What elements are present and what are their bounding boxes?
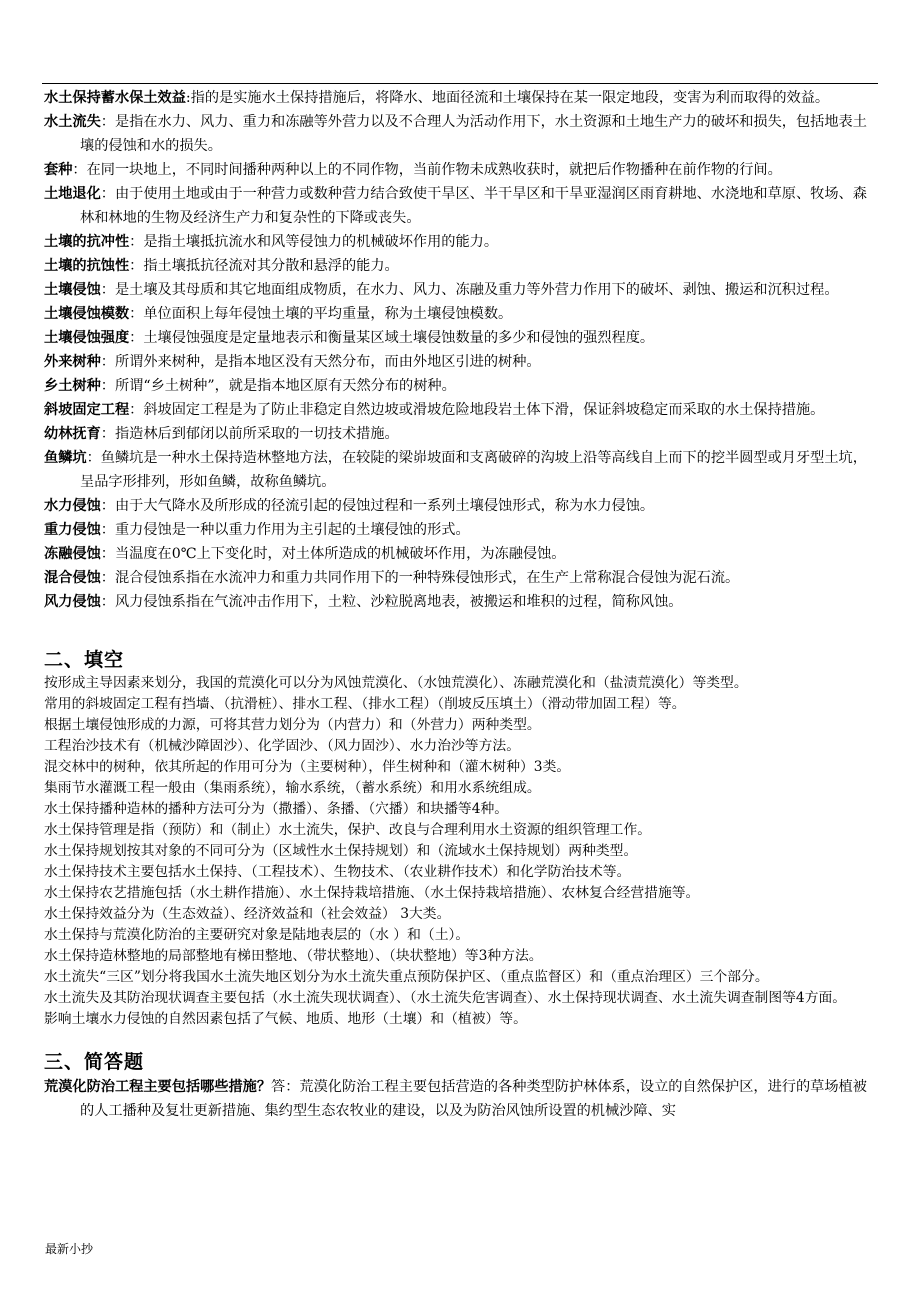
definitions-section [44,86,880,614]
answer-text: 答：荒漠化防治工程主要包括营造的各种类型防护林体系，设立的自然保护区，进行的草场植被的人工播种及复壮更新措施、集约型生态农牧业的建设，以及为防治风蚀所设置的机械沙障、实 [80,1079,867,1119]
list-item: 水土保持规划按其对象的不同可分为（区域性水土保持规划）和（流域水土保持规划）两种类型。 [44,843,638,859]
definition-item: 风力侵蚀：风力侵蚀系指在气流冲击作用下，土粒、沙粒脱离地表，被搬运和堆积的过程，简称风蚀。 [44,594,683,610]
list-item: 集雨节水灌溉工程一般由（集雨系统），输水系统，（蓄水系统）和用水系统组成。 [44,780,541,796]
definition-item: 冻融侵蚀：当温度在0℃上下变化时，对土体所造成的机械破坏作用，为冻融侵蚀。 [44,546,566,562]
definition-item: 土壤的抗冲性：是指土壤抵抗流水和风等侵蚀力的机械破坏作用的能力。 [44,234,499,250]
top-rule [42,83,878,84]
document-body [44,86,880,1123]
list-item: 水土保持造林整地的局部整地有梯田整地、（带状整地）、（块状整地）等3种方法。 [44,948,543,964]
page-footer: 最新小抄 [45,1242,94,1256]
definition-item: 水力侵蚀：由于大气降水及所形成的径流引起的侵蚀过程和一系列土壤侵蚀形式，称为水力侵蚀。 [44,498,655,514]
list-item: 水土保持农艺措施包括（水土耕作措施）、水土保持栽培措施、（水土保持栽培措施）、农林复合经营措施等。 [44,885,700,901]
list-item: 水土保持与荒漠化防治的主要研究对象是陆地表层的（水 ）和（土）。 [44,927,470,943]
list-item: 常用的斜坡固定工程有挡墙、（抗滑桩）、排水工程、（排水工程）（削坡反压填土）（滑动带加固工程）等。 [44,696,686,712]
list-item: 水土流失“三区”划分将我国水土流失地区划分为水土流失重点预防保护区、（重点监督区）和（重点治理区）三个部分。 [44,969,769,985]
definition-item: 外来树种：所谓外来树种，是指本地区没有天然分布，而由外地区引进的树种。 [44,354,541,370]
list-item: 根据土壤侵蚀形成的力源，可将其营力划分为（内营力）和（外营力）两种类型。 [44,717,541,733]
definition-item: 斜坡固定工程：斜坡固定工程是为了防止非稳定自然边坡或滑坡危险地段岩土体下滑，保证斜坡稳定而采取的水土保持措施。 [44,402,825,418]
list-item: 按形成主导因素来划分，我国的荒漠化可以分为风蚀荒漠化、（水蚀荒漠化）、冻融荒漠化和（盐渍荒漠化）等类型。 [44,675,748,691]
definition-item: 土壤的抗蚀性：指土壤抵抗径流对其分散和悬浮的能力。 [44,258,399,274]
section-heading: 三、简答题 [44,1051,145,1073]
list-item: 水土保持技术主要包括水土保持、（工程技术）、生物技术、（农业耕作技术）和化学防治技术等。 [44,864,631,880]
definition-item: 土地退化：由于使用土地或由于一种营力或数种营力结合致使干旱区、半干旱区和干旱亚湿润区雨育耕地、水浇地和草原、牧场、森林和林地的生物及经济生产力和复杂性的下降或丧失。 [44,186,867,226]
definition-item: 鱼鳞坑：鱼鳞坑是一种水土保持造林整地方法，在较陡的梁峁坡面和支离破碎的沟坡上沿等高线自上而下的挖半圆型或月牙型土坑，呈品字形排列，形如鱼鳞，故称鱼鳞坑。 [44,450,867,490]
list-item: 水土保持管理是指（预防）和（制止）水土流失，保护、改良与合理利用水土资源的组织管理工作。 [44,822,652,838]
definition-item: 幼林抚育：指造林后到郁闭以前所采取的一切技术措施。 [44,426,399,442]
fill-blank-section [44,647,880,1030]
list-item: 水土保持播种造林的播种方法可分为（撒播）、条播、（穴播）和块播等4种。 [44,801,509,817]
qa-item [44,1075,880,1123]
definition-item: 土壤侵蚀：是土壤及其母质和其它地面组成物质，在水力、风力、冻融及重力等外营力作用下的破坏、剥蚀、搬运和沉积过程。 [44,282,839,298]
definition-item: 水土流失：是指在水力、风力、重力和冻融等外营力以及不合理人为活动作用下，水土资源和土地生产力的破坏和损失，包括地表土壤的侵蚀和水的损失。 [44,114,867,154]
list-item: 工程治沙技术有（机械沙障固沙）、化学固沙、（风力固沙）、水力治沙等方法。 [44,738,520,754]
definition-item: 重力侵蚀：重力侵蚀是一种以重力作用为主引起的土壤侵蚀的形式。 [44,522,470,538]
list-item: 水土保持效益分为（生态效益）、经济效益和（社会效益） 3大类。 [44,906,451,922]
list-item: 水土流失及其防治现状调查主要包括（水土流失现状调查）、（水土流失危害调查）、水土保持现状调查、水土流失调查制图等4方面。 [44,990,847,1006]
definition-item: 土壤侵蚀强度：土壤侵蚀强度是定量地表示和衡量某区域土壤侵蚀数量的多少和侵蚀的强烈程度。 [44,330,655,346]
definition-item: 套种：在同一块地上，不同时间播种两种以上的不同作物，当前作物未成熟收获时，就把后作物播种在前作物的行间。 [44,162,782,178]
list-item: 混交林中的树种，依其所起的作用可分为（主要树种），伴生树种和（灌木树种）3类。 [44,759,571,775]
section-heading: 二、填空 [44,649,125,671]
definition-item: 土壤侵蚀模数：单位面积上每年侵蚀土壤的平均重量，称为土壤侵蚀模数。 [44,306,513,322]
short-answer-section [44,1049,880,1123]
definition-item: 混合侵蚀：混合侵蚀系指在水流冲力和重力共同作用下的一种特殊侵蚀形式，在生产上常称混合侵蚀为泥石流。 [44,570,740,586]
definition-item: 水土保持蓄水保土效益:指的是实施水土保持措施后，将降水、地面径流和土壤保持在某一限定地段，变害为利而取得的效益。 [44,90,830,106]
definition-item: 乡土树种：所谓“乡土树种”，就是指本地区原有天然分布的树种。 [44,378,456,394]
list-item: 影响土壤水力侵蚀的自然因素包括了气候、地质、地形（土壤）和（植被）等。 [44,1011,527,1027]
question-text: 荒漠化防治工程主要包括哪些措施？ [44,1079,272,1095]
